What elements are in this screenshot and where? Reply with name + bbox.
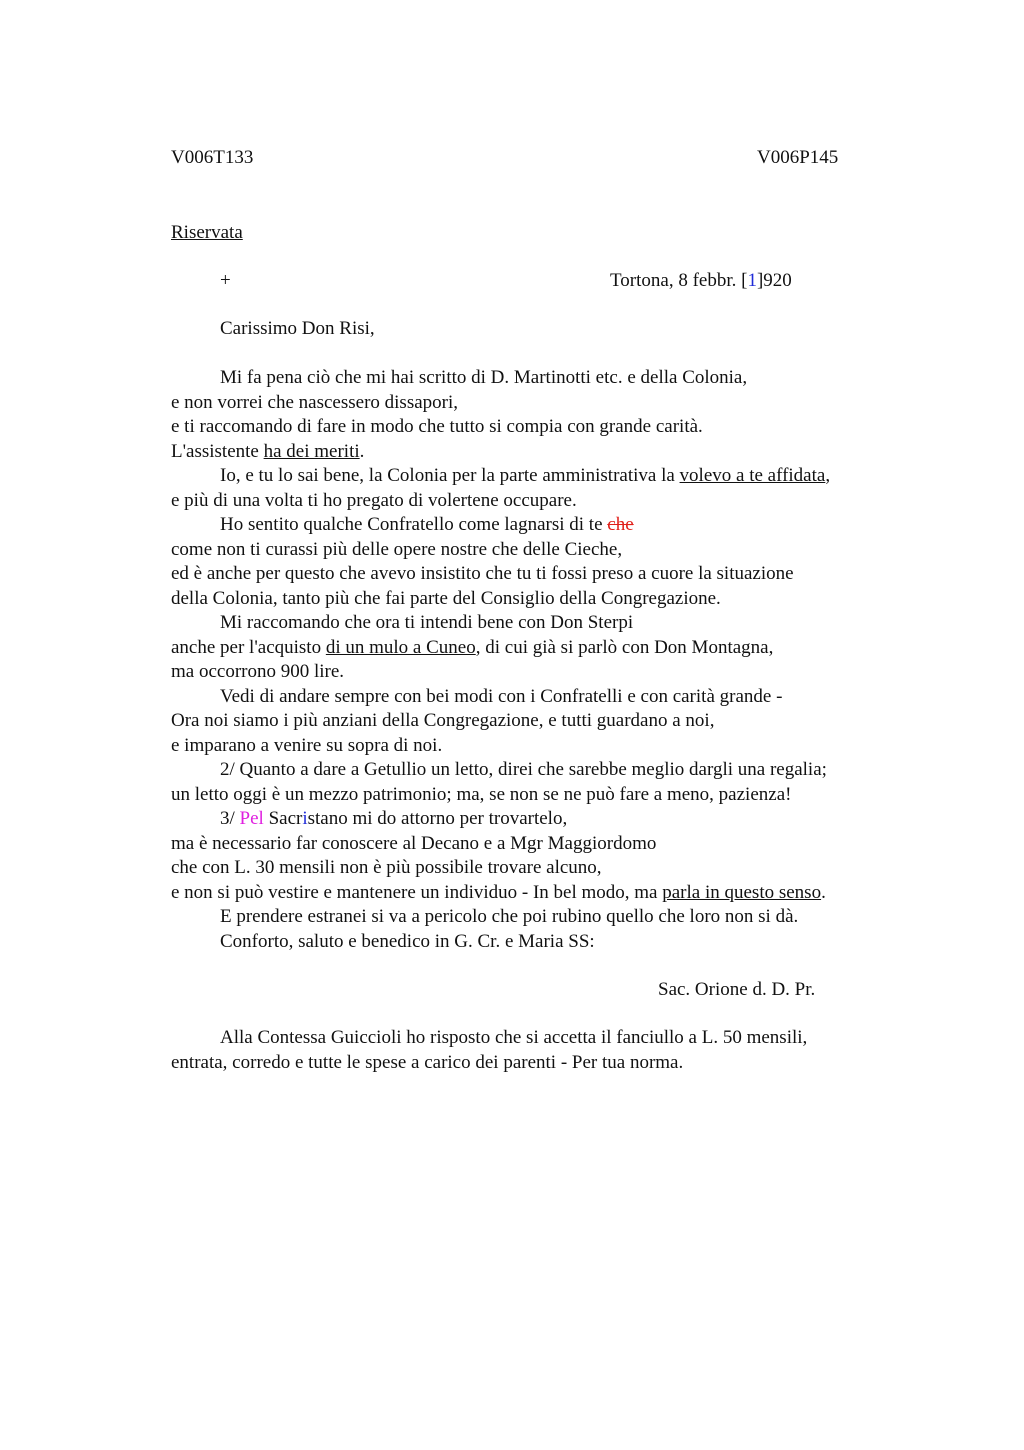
body-text: Ho sentito qualche Confratello come lagnarsi di te	[220, 514, 608, 535]
body-line: e ti raccomando di fare in modo che tutto si compia con grande carità.	[171, 416, 703, 437]
highlighted-word: Pel	[239, 808, 264, 829]
underlined-phrase: parla in questo senso	[662, 881, 822, 903]
date-prefix: Tortona, 8 febbr. [	[610, 270, 748, 291]
confidential-label: Riservata	[171, 222, 243, 243]
body-text: stano mi do attorno per trovartelo,	[307, 808, 568, 829]
body-line: un letto oggi è un mezzo patrimonio; ma, se non se ne può fare a meno, pazienza!	[171, 783, 792, 805]
body-text: , di cui già si parlò con Don Montagna,	[475, 636, 774, 658]
document-code-right: V006P145	[757, 147, 839, 168]
body-line: e non vorrei che nascessero dissapori,	[171, 391, 459, 413]
letter-body	[171, 366, 830, 954]
body-line: 2/ Quanto a dare a Getullio un letto, direi che sarebbe meglio dargli una regalia;	[220, 759, 827, 780]
body-line: ma occorrono 900 lire.	[171, 661, 345, 682]
body-line: Mi fa pena ciò che mi hai scritto di D. Martinotti etc. e della Colonia,	[220, 367, 748, 388]
body-line: come non ti curassi più delle opere nostre che delle Cieche,	[171, 538, 623, 560]
body-line: Vedi di andare sempre con bei modi con i Confratelli e con carità grande -	[220, 685, 783, 707]
body-line: della Colonia, tanto più che fai parte del Consiglio della Congregazione.	[171, 587, 721, 609]
body-text: e non si può vestire e mantenere un individuo - In bel modo, ma	[171, 881, 663, 903]
struck-word: che	[607, 514, 634, 535]
body-line	[171, 464, 830, 489]
body-text: 3/	[220, 808, 240, 829]
body-line	[171, 881, 830, 906]
underlined-phrase: ha dei meriti	[263, 440, 360, 462]
body-text: Io, e tu lo sai bene, la Colonia per la parte amministrativa la	[220, 465, 680, 486]
body-line: Conforto, saluto e benedico in G. Cr. e Maria SS:	[220, 930, 595, 952]
letter-date	[610, 269, 792, 293]
body-line: e più di una volta ti ho pregato di volertene occupare.	[171, 489, 577, 511]
postscript	[171, 1026, 807, 1075]
body-line: Ora noi siamo i più anziani della Congregazione, e tutti guardano a noi,	[171, 710, 715, 731]
underlined-phrase: volevo a te affidata	[679, 465, 826, 486]
body-line	[171, 636, 830, 661]
body-line	[171, 807, 830, 832]
inserted-letter: i	[302, 808, 308, 829]
body-line: E prendere estranei si va a pericolo che poi rubino quello che loro non si dà.	[220, 906, 799, 927]
underlined-phrase: di un mulo a Cuneo	[325, 636, 476, 658]
body-line: Mi raccomando che ora ti intendi bene con Don Sterpi	[220, 612, 634, 633]
date-inserted-digit: 1	[747, 270, 757, 291]
body-line: ma è necessario far conoscere al Decano e a Mgr Maggiordomo	[171, 832, 657, 854]
body-text: anche per l'acquisto	[171, 636, 326, 658]
document-code-left: V006T133	[171, 147, 254, 168]
signature: Sac. Orione d. D. Pr.	[658, 979, 816, 1000]
body-text: L'assistente	[171, 440, 264, 462]
postscript-line: entrata, corredo e tutte le spese a carico dei parenti - Per tua norma.	[171, 1051, 684, 1073]
cross-mark: +	[220, 270, 231, 291]
body-text: .	[359, 440, 365, 462]
body-line	[171, 513, 830, 538]
date-suffix: ]920	[756, 270, 792, 291]
body-line: ed è anche per questo che avevo insistito che tu ti fossi preso a cuore la situazione	[171, 563, 794, 584]
salutation: Carissimo Don Risi,	[220, 318, 375, 339]
postscript-line: Alla Contessa Guiccioli ho risposto che si accetta il fanciullo a L. 50 mensili,	[220, 1027, 808, 1048]
body-line	[171, 440, 830, 465]
body-text: ,	[825, 465, 831, 486]
body-line: e imparano a venire su sopra di noi.	[171, 734, 443, 756]
body-line: che con L. 30 mensili non è più possibile trovare alcuno,	[171, 857, 602, 878]
body-text: Sacr	[263, 808, 303, 829]
body-text: .	[821, 881, 826, 903]
